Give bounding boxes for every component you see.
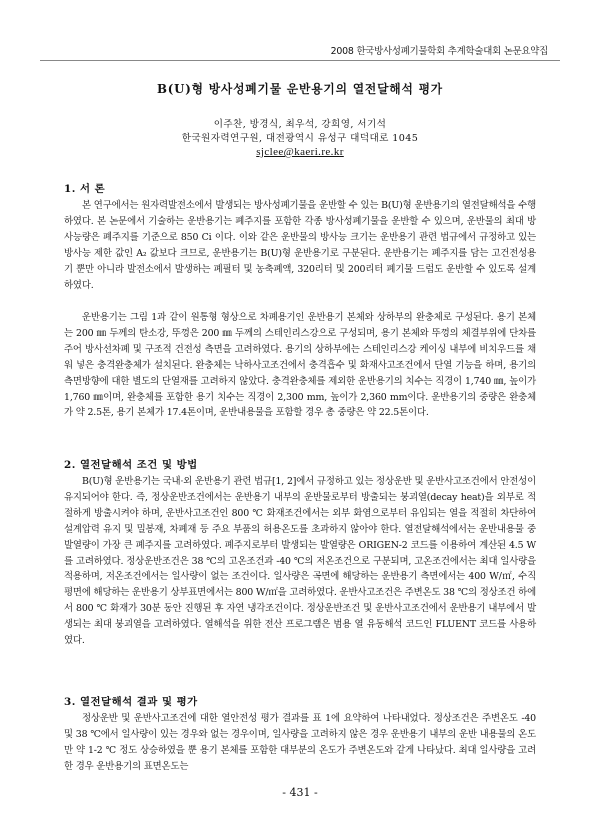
section-heading-methods: 2. 열전달해석 조건 및 방법 bbox=[64, 459, 198, 471]
intro-paragraph-1: 본 연구에서는 원자력발전소에서 발생되는 방사성폐기물을 운반할 수 있는 B(U)형 운반용기의 열전달해석을 수행하였다. 본 논문에서 기술하는 운반용기는 폐주지를 포함한 각종 방사성폐기물을 운반할 수 있으며, 운반물의 최대 방사능량은 폐주지를 기준으로 850 Ci 이다. 이와 같은 운반물의 방사능 크기는 운반용기 관련 법규에서 규정하고 있는 방사능 제한 값인 A₂ 값보다 크므로, 운반용기는 B(U)형 운반용기로 구분된다. 운반용기는 폐주지를 담는 고건전성용기 뿐만 아니라 발전소에서 발생하는 폐필터 및 농축폐액, 320리터 및 200리터 폐기물 드럼도 운반할 수 있도록 설계하였다. bbox=[64, 200, 536, 291]
section-heading-introduction: 1. 서 론 bbox=[64, 183, 106, 195]
author-list: 이주찬, 방경식, 최우석, 강희영, 서기석 bbox=[213, 119, 387, 130]
methods-paragraph: B(U)형 운반용기는 국내·외 운반용기 관련 법규[1, 2]에서 규정하고 있는 정상운반 및 운반사고조건에서 안전성이 유지되어야 한다. 즉, 정상운반조건에서는 운반용기 내부의 운반물로부터 방출되는 붕괴열(decay heat)을 외부로 적절하게 방출시켜야 하며, 운반사고조건인 800 ℃ 화재조건에서는 외부 화염으로부터 유입되는 열을 적절히 차단하여 설계압력 유지 및 밀봉재, 차폐재 등 주요 부품의 허용온도를 초과하지 않아야 한다. 열전달해석에서는 운반내용물 중 발열량이 가장 큰 폐주지를 고려하였다. 폐주지로부터 발생되는 발열량은 ORIGEN-2 코드를 이용하여 계산된 4.5 W를 고려하였다. 정상운반조건은 38 ℃의 고온조건과 -40 ℃의 저온조건으로 구분되며, 고온조건에서는 최대 일사량을 적용하며, 저온조건에서는 일사량이 없는 조건이다. 일사량은 곡면에 해당하는 운반용기 측면에서는 400 W/㎡, 수직평면에 해당하는 운반용기 상부표면에서는 800 W/㎡을 고려하였다. 운반사고조건은 주변온도 38 ℃의 정상조건 하에서 800 ℃ 화재가 30분 동안 진행된 후 자연 냉각조건이다. 정상운반조건 및 운반사고조건에서 운반용기 내부에서 발생되는 최대 붕괴열을 고려하였다. 열해석을 위한 전산 프로그램은 범용 열 유동해석 코드인 FLUENT 코드를 사용하였다. bbox=[64, 476, 536, 647]
section-heading-results: 3. 열전달해석 결과 및 평가 bbox=[64, 696, 198, 708]
page-number: - 431 - bbox=[282, 786, 318, 799]
header-divider bbox=[40, 60, 560, 61]
contact-email[interactable]: sjclee@kaeri.re.kr bbox=[256, 146, 344, 158]
affiliation: 한국원자력연구원, 대전광역시 유성구 대덕대로 1045 bbox=[181, 133, 419, 144]
intro-paragraph-2: 운반용기는 그림 1과 같이 원통형 형상으로 차폐용기인 운반용기 본체와 상하부의 완충체로 구성된다. 용기 본체는 200 ㎜ 두께의 탄소강, 뚜껑은 200 ㎜ 두께의 스테인리스강으로 구성되며, 용기 본체와 뚜껑의 체결부위에 단차를 주어 방사선차폐 및 구조적 건전성 측면을 고려하였다. 용기의 상하부에는 스테인리스강 케이싱 내부에 비치우드를 채워 넣은 충격완충체가 설치된다. 완충체는 낙하사고조건에서 충격흡수 및 화재사고조건에서 단열 기능을 하며, 용기의 측면방향에 대한 별도의 단열재를 고려하지 않았다. 충격완충체를 제외한 운반용기의 치수는 직경이 1,740 ㎜, 높이가 1,760 ㎜이며, 완충체를 포함한 용기 치수는 직경이 2,300 mm, 높이가 2,360 mm이다. 운반용기의 중량은 완충체가 약 2.5톤, 용기 본체가 17.4톤이며, 운반내용물을 포함할 경우 총 중량은 약 22.5톤이다. bbox=[64, 312, 536, 419]
proceedings-header: 2008 한국방사성폐기물학회 추계학술대회 논문요약집 bbox=[330, 46, 548, 57]
paper-title: B(U)형 방사성폐기물 운반용기의 열전달해석 평가 bbox=[157, 82, 443, 96]
results-paragraph: 정상운반 및 운반사고조건에 대한 열안전성 평가 결과를 표 1에 요약하여 나타내었다. 정상조건은 주변온도 -40 및 38 ℃에서 일사량이 있는 경우와 없는 경우이며, 일사량을 고려하지 않은 경우 운반용기 내부의 운반 내용물의 온도만 약 1-2 ℃ 정도 상승하였을 뿐 용기 본체를 포함한 대부분의 온도가 주변온도와 같게 나타났다. 최대 일사량을 고려한 경우 운반용기의 표면온도는 bbox=[64, 713, 536, 772]
